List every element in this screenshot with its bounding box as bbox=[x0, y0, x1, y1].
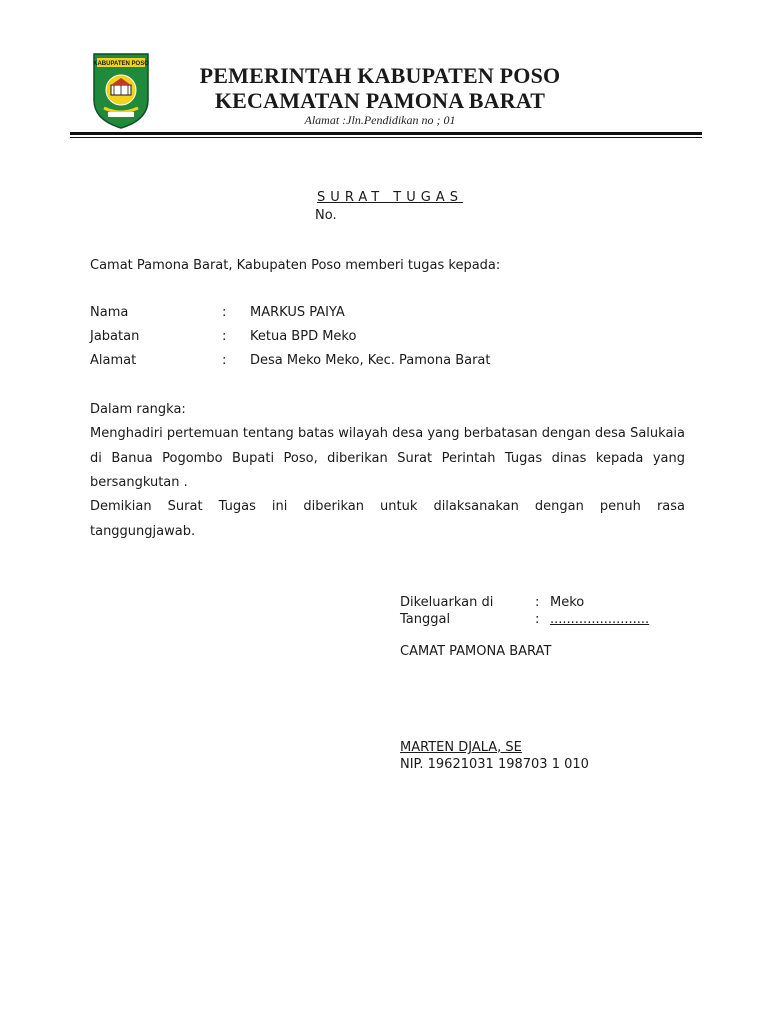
field-label: Jabatan bbox=[90, 329, 140, 344]
letterhead-district: KECAMATAN PAMONA BARAT bbox=[214, 88, 546, 113]
signatory-name: MARTEN DJALA, SE bbox=[400, 740, 522, 755]
letterhead-address: Alamat :Jln.Pendidikan no ; 01 bbox=[304, 113, 456, 127]
issued-date-value: ........................ bbox=[550, 612, 650, 627]
field-separator: : bbox=[222, 305, 227, 320]
signatory-nip: NIP. 19621031 198703 1 010 bbox=[400, 757, 589, 772]
emblem-lettering: KABUPATEN POSO bbox=[93, 61, 149, 67]
document-title: SURAT TUGAS bbox=[317, 190, 463, 205]
issued-date-row bbox=[400, 611, 649, 628]
issued-place-row bbox=[400, 594, 584, 611]
issued-place-label: Dikeluarkan di bbox=[400, 595, 494, 610]
field-separator: : bbox=[222, 329, 227, 344]
issued-place-value: Meko bbox=[550, 595, 585, 610]
issued-date-label: Tanggal bbox=[400, 612, 451, 627]
field-separator: : bbox=[222, 353, 227, 368]
letterhead-government: PEMERINTAH KABUPATEN POSO bbox=[199, 63, 561, 88]
letterhead-divider-thin bbox=[70, 137, 702, 138]
field-label: Nama bbox=[90, 305, 129, 320]
field-value: Desa Meko Meko, Kec. Pamona Barat bbox=[250, 353, 491, 368]
purpose-heading: Dalam rangka: bbox=[90, 402, 186, 417]
signatory-title: CAMAT PAMONA BARAT bbox=[400, 644, 552, 659]
closing-paragraph: Demikian Surat Tugas ini diberikan untuk dilaksanakan dengan penuh rasa tanggungjawab. bbox=[90, 499, 685, 539]
document-number: No. bbox=[315, 208, 337, 223]
letterhead-divider-thick bbox=[70, 132, 702, 135]
issued-place-separator: : bbox=[535, 595, 540, 610]
field-value: Ketua BPD Meko bbox=[250, 329, 357, 344]
purpose-paragraph: Menghadiri pertemuan tentang batas wilayah desa yang berbatasan dengan desa Salukaia di Banua Pogombo Bupati Poso, diberikan Surat Perintah Tugas dinas kepada yang bersangkutan . bbox=[90, 426, 685, 490]
field-label: Alamat bbox=[90, 353, 137, 368]
field-value: MARKUS PAIYA bbox=[250, 305, 345, 320]
issued-date-separator: : bbox=[535, 612, 540, 627]
intro-text: Camat Pamona Barat, Kabupaten Poso memberi tugas kepada: bbox=[90, 258, 501, 273]
poso-regency-emblem bbox=[90, 50, 152, 130]
